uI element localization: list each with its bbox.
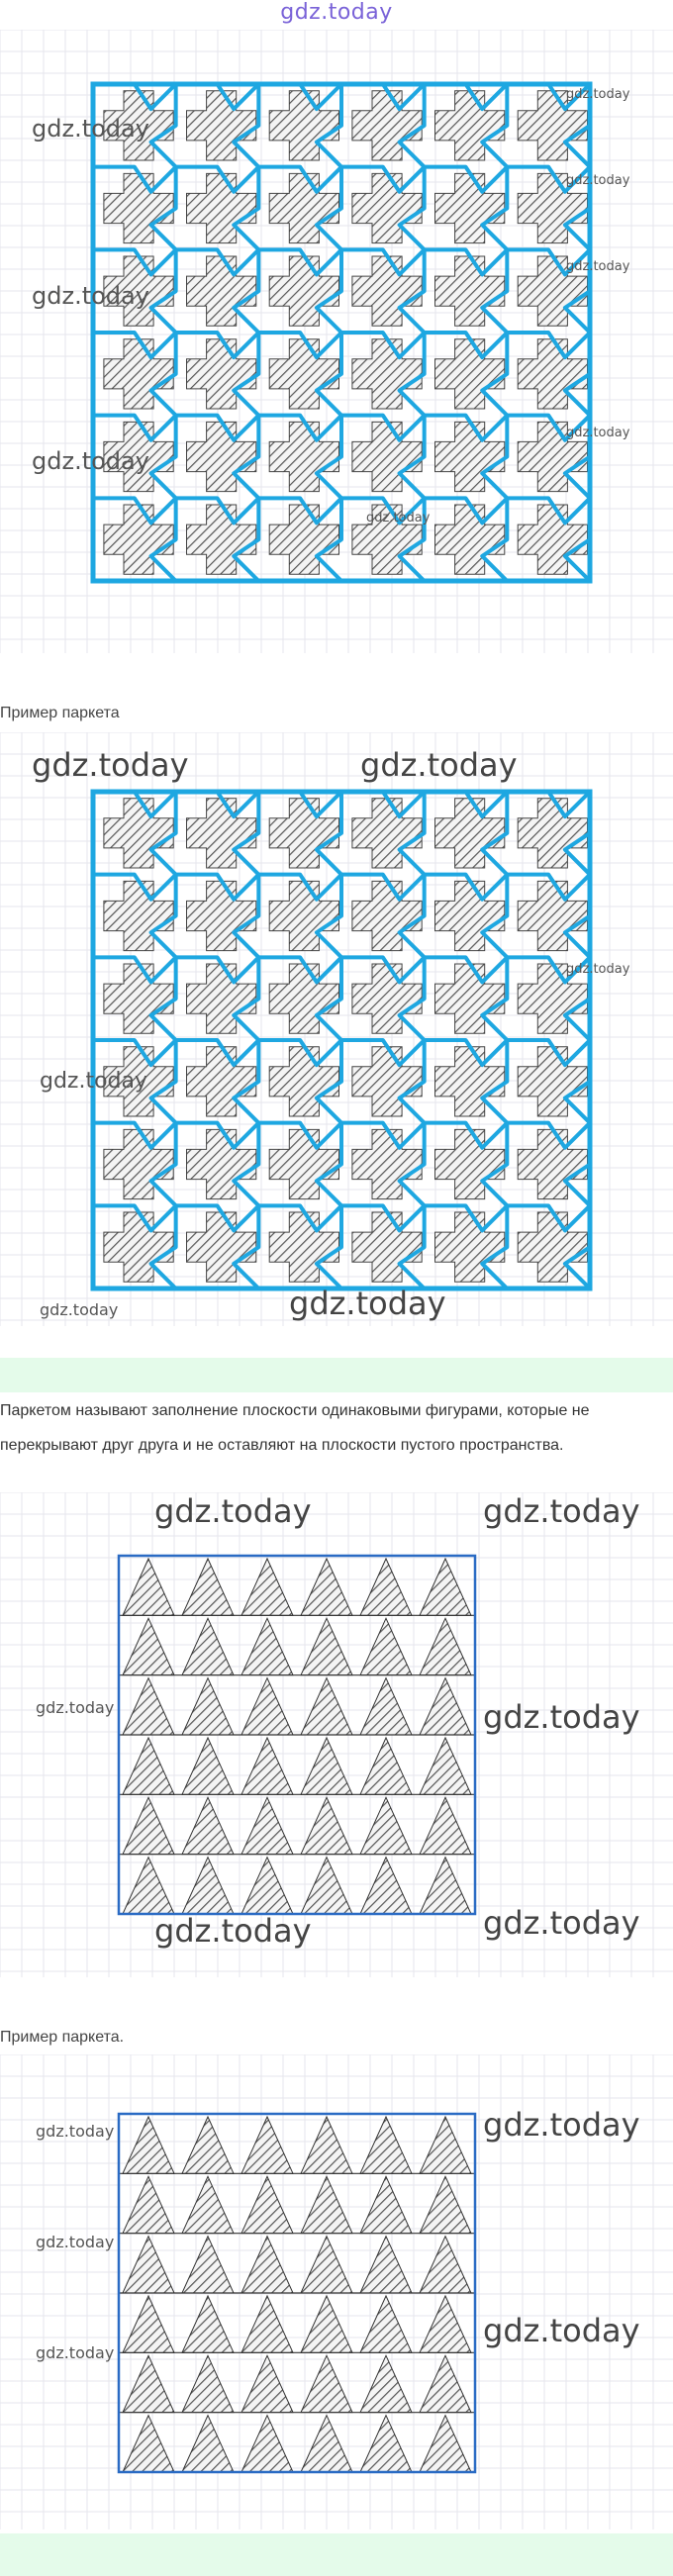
shaded-tile	[435, 1129, 505, 1198]
shaded-tile	[104, 1129, 173, 1198]
watermark: gdz.today	[566, 962, 630, 977]
triangle-tile	[301, 2296, 352, 2352]
watermark: gdz.today	[360, 746, 518, 784]
watermark: gdz.today	[483, 2106, 640, 2144]
shaded-tile	[187, 1047, 256, 1116]
triangle-tile	[241, 2355, 293, 2412]
parquet-figure-1	[0, 30, 673, 653]
parquet-figure-2	[0, 732, 673, 1326]
site-logo[interactable]: gdz.today	[280, 0, 393, 25]
triangle-tile	[420, 2237, 471, 2293]
triangle-tile	[301, 2355, 352, 2412]
watermark: gdz.today	[366, 511, 431, 525]
triangle-tile	[241, 2117, 293, 2173]
triangle-tile	[241, 1678, 293, 1735]
watermark: gdz.today	[566, 426, 630, 440]
shaded-tile	[435, 1047, 505, 1116]
watermark: gdz.today	[566, 259, 630, 274]
shaded-tile	[104, 964, 173, 1033]
tile-edge	[234, 792, 258, 1288]
shaded-tile	[352, 422, 422, 491]
shaded-tile	[269, 173, 338, 242]
triangle-tile	[420, 1738, 471, 1794]
tile-edge	[482, 84, 507, 581]
shaded-tile	[352, 799, 422, 868]
shaded-tile	[104, 339, 173, 409]
shaded-tile	[269, 422, 338, 491]
shaded-tile	[352, 1212, 422, 1282]
shaded-tile	[104, 173, 173, 242]
triangle-tile	[301, 2237, 352, 2293]
watermark: gdz.today	[154, 1912, 312, 1950]
shaded-tile	[435, 964, 505, 1033]
shaded-tile	[187, 339, 256, 409]
triangle-tile	[301, 1797, 352, 1854]
watermark: gdz.today	[483, 1492, 640, 1530]
triangle-tile	[420, 1618, 471, 1674]
watermark: gdz.today	[32, 447, 149, 475]
green-band	[0, 2533, 673, 2576]
shaded-tile	[187, 256, 256, 326]
triangle-tile	[420, 1858, 471, 1914]
tile-outlines	[93, 84, 590, 581]
watermark: gdz.today	[289, 1285, 446, 1322]
watermark: gdz.today	[32, 115, 149, 143]
shaded-tile	[518, 505, 587, 574]
shaded-tile	[269, 964, 338, 1033]
watermark: gdz.today	[40, 1069, 148, 1094]
watermark: gdz.today	[566, 173, 630, 188]
triangle-parquet-figure-1	[0, 1492, 673, 1977]
triangle-tile	[182, 1618, 234, 1674]
shaded-tile	[435, 505, 505, 574]
shaded-tile	[269, 256, 338, 326]
shaded-tile	[104, 505, 173, 574]
shaded-tile	[187, 799, 256, 868]
shaded-tile	[187, 422, 256, 491]
triangle-tile	[182, 1858, 234, 1914]
triangle-tile	[360, 2117, 412, 2173]
shaded-tile	[352, 881, 422, 950]
shaded-tile	[518, 1047, 587, 1116]
triangle-tile	[301, 1618, 352, 1674]
shaded-tile	[435, 422, 505, 491]
shaded-tile	[518, 339, 587, 409]
triangle-tile	[360, 1738, 412, 1794]
shaded-tile	[435, 173, 505, 242]
triangle-tile	[360, 1618, 412, 1674]
shaded-tile	[352, 339, 422, 409]
shaded-tile	[187, 91, 256, 160]
shaded-tile	[352, 964, 422, 1033]
triangle-tile	[241, 1738, 293, 1794]
figure-caption: Пример паркета.	[0, 2029, 125, 2046]
watermark: gdz.today	[32, 282, 149, 310]
triangle-tile	[360, 1797, 412, 1854]
watermark: gdz.today	[566, 87, 630, 102]
triangle-tile	[360, 1559, 412, 1615]
shaded-tile	[435, 881, 505, 950]
tile-edge	[151, 792, 176, 1288]
watermark: gdz.today	[36, 2343, 115, 2362]
triangle-tile	[360, 2237, 412, 2293]
triangle-tile	[360, 2355, 412, 2412]
watermark: gdz.today	[154, 1492, 312, 1530]
triangle-tile	[301, 2117, 352, 2173]
tile-edge	[400, 84, 425, 581]
watermark: gdz.today	[36, 2122, 115, 2141]
watermark: gdz.today	[483, 2312, 640, 2349]
shaded-tile	[352, 173, 422, 242]
shaded-tile	[352, 1129, 422, 1198]
shaded-tile	[435, 339, 505, 409]
tile-outlines	[93, 792, 590, 1288]
shaded-tile	[187, 173, 256, 242]
watermark: gdz.today	[36, 1698, 115, 1717]
shaded-tile	[352, 91, 422, 160]
shaded-tile	[435, 91, 505, 160]
shaded-tile	[352, 1047, 422, 1116]
tile-edge	[482, 792, 507, 1288]
tile-edge	[400, 792, 425, 1288]
tile-edge	[317, 84, 341, 581]
shaded-tile	[187, 1129, 256, 1198]
triangle-tile	[182, 2355, 234, 2412]
triangle-tile	[420, 2117, 471, 2173]
definition-text: Паркетом называют заполнение плоскости одинаковыми фигурами, которые не перекрывают друг друга и не оставляют на плоскости пустого пространства.	[0, 1402, 590, 1454]
shaded-tile	[269, 1047, 338, 1116]
tile-edge	[565, 84, 590, 581]
triangle-tile	[182, 1797, 234, 1854]
triangle-tile	[420, 1678, 471, 1735]
triangle-tiles	[119, 1559, 475, 1914]
watermark: gdz.today	[483, 1698, 640, 1736]
tile-edge	[151, 84, 176, 581]
triangle-tile	[301, 1858, 352, 1914]
shaded-tile	[269, 799, 338, 868]
triangle-tile	[360, 2416, 412, 2472]
triangle-tile	[301, 1559, 352, 1615]
triangle-tile	[241, 2237, 293, 2293]
triangle-tile	[182, 2296, 234, 2352]
triangle-parquet-figure-2	[0, 2054, 673, 2529]
shaded-tile	[269, 1129, 338, 1198]
watermark: gdz.today	[32, 746, 189, 784]
triangle-tile	[182, 2237, 234, 2293]
watermark: gdz.today	[483, 1904, 640, 1942]
triangle-tile	[182, 1678, 234, 1735]
triangle-tile	[182, 1738, 234, 1794]
watermark: gdz.today	[40, 1300, 119, 1319]
shaded-tile	[435, 256, 505, 326]
shaded-tile	[352, 256, 422, 326]
shaded-tile	[269, 881, 338, 950]
triangle-tile	[241, 1618, 293, 1674]
shaded-tile	[269, 505, 338, 574]
watermark: gdz.today	[36, 2233, 115, 2251]
shaded-tile	[269, 1212, 338, 1282]
triangle-tile	[420, 1559, 471, 1615]
shaded-tile	[104, 799, 173, 868]
shaded-tile	[518, 1129, 587, 1198]
triangle-tile	[241, 1858, 293, 1914]
triangle-tile	[182, 2416, 234, 2472]
triangle-tile	[420, 1797, 471, 1854]
shaded-tile	[187, 1212, 256, 1282]
triangle-tile	[182, 1559, 234, 1615]
triangle-tile	[360, 1678, 412, 1735]
shaded-tile	[104, 881, 173, 950]
figure-caption: Пример паркета	[0, 705, 120, 721]
triangle-tile	[241, 1559, 293, 1615]
shaded-tile	[269, 91, 338, 160]
shaded-tile	[435, 799, 505, 868]
triangle-tile	[301, 2416, 352, 2472]
triangle-tile	[360, 1858, 412, 1914]
shaded-tile	[187, 881, 256, 950]
green-band	[0, 1358, 673, 1392]
shaded-tile	[518, 881, 587, 950]
triangle-tile	[360, 2296, 412, 2352]
shaded-tile	[104, 1212, 173, 1282]
shaded-tile	[518, 799, 587, 868]
shaded-tile	[187, 964, 256, 1033]
shaded-tile	[518, 1212, 587, 1282]
tile-edge	[565, 792, 590, 1288]
triangle-tile	[241, 2416, 293, 2472]
triangle-tile	[241, 2296, 293, 2352]
tile-edge	[317, 792, 341, 1288]
shaded-tile	[435, 1212, 505, 1282]
triangle-tile	[241, 1797, 293, 1854]
triangle-tile	[420, 2355, 471, 2412]
triangle-tile	[301, 1678, 352, 1735]
triangle-tile	[301, 1738, 352, 1794]
shaded-tile	[187, 505, 256, 574]
triangle-tile	[420, 2416, 471, 2472]
shaded-tile	[269, 339, 338, 409]
triangle-tile	[420, 2296, 471, 2352]
triangle-tile	[182, 2117, 234, 2173]
tile-edge	[234, 84, 258, 581]
